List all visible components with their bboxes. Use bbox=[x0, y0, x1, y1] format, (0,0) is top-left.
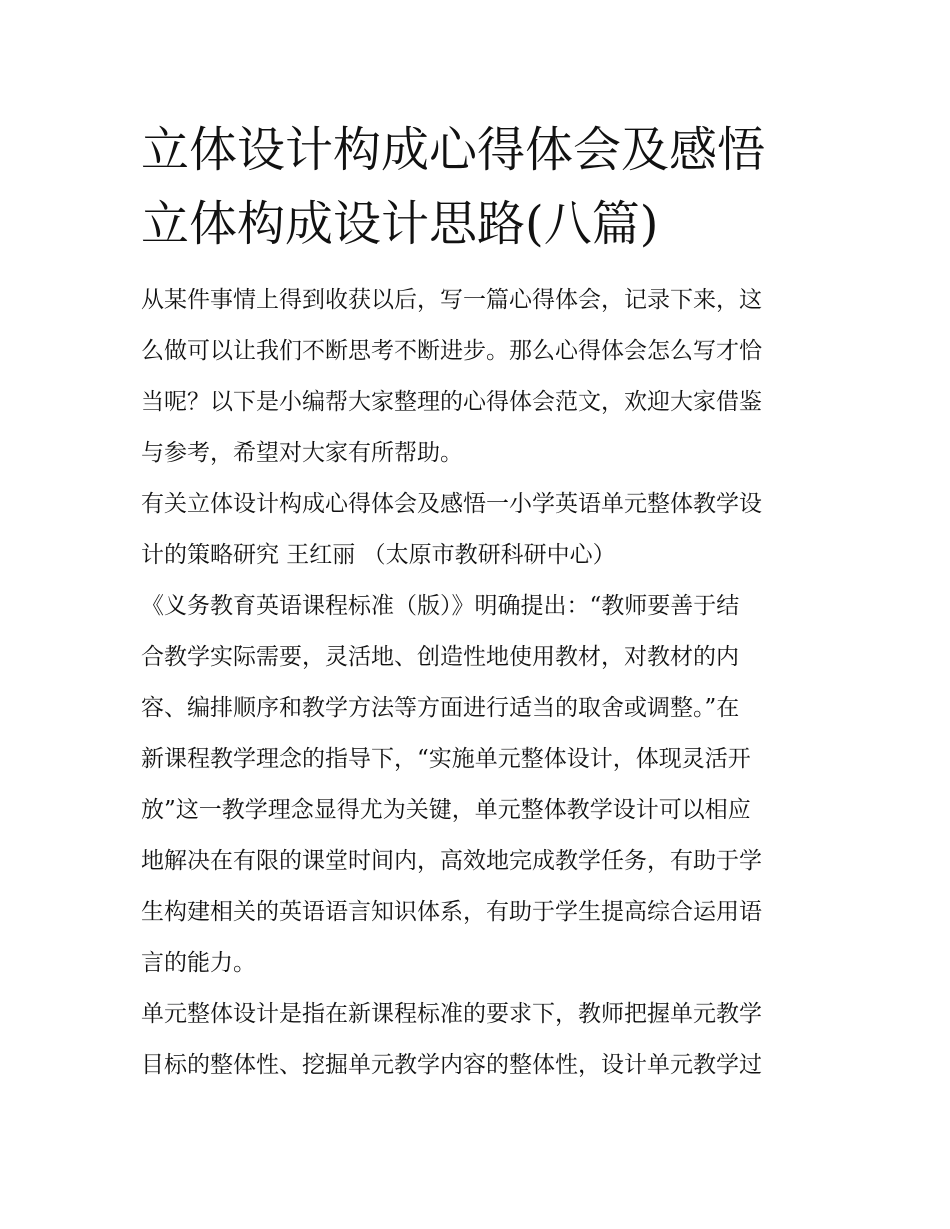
text-line: 与参考，希望对大家有所帮助。 bbox=[141, 440, 463, 466]
text-line: 放”这一教学理念显得尤为关键，单元整体教学设计可以相应 bbox=[141, 797, 751, 823]
text-line: 么做可以让我们不断思考不断进步。那么心得体会怎么写才恰 bbox=[141, 338, 762, 364]
text-line: 生构建相关的英语语言知识体系，有助于学生提高综合运用语 bbox=[141, 899, 762, 925]
text-line: 容、编排顺序和教学方法等方面进行适当的取舍或调整。”在 bbox=[141, 695, 740, 721]
text-line: 有关立体设计构成心得体会及感悟一小学英语单元整体教学设 bbox=[141, 491, 762, 517]
paragraph-heading bbox=[141, 479, 831, 581]
text-line: 言的能力。 bbox=[141, 950, 256, 976]
text-line: 新课程教学理念的指导下，“实施单元整体设计，体现灵活开 bbox=[141, 746, 751, 772]
paragraph-standard bbox=[141, 581, 831, 989]
title-line: 立体构成设计思路(八篇) bbox=[141, 196, 659, 252]
document-title bbox=[141, 113, 821, 261]
paragraph-unit-design bbox=[141, 989, 831, 1091]
text-line: 目标的整体性、挖掘单元教学内容的整体性，设计单元教学过 bbox=[141, 1052, 762, 1078]
text-line: 地解决在有限的课堂时间内，高效地完成教学任务，有助于学 bbox=[141, 848, 762, 874]
text-line: 单元整体设计是指在新课程标准的要求下，教师把握单元教学 bbox=[141, 1001, 762, 1027]
text-line: 《义务教育英语课程标准（版）》明确提出：“教师要善于结 bbox=[141, 593, 740, 619]
text-line: 从某件事情上得到收获以后，写一篇心得体会，记录下来，这 bbox=[141, 287, 762, 313]
text-line: 计的策略研究 王红丽 （太原市教研科研中心） bbox=[141, 542, 616, 568]
title-line: 立体设计构成心得体会及感悟 bbox=[141, 122, 766, 178]
document-body bbox=[141, 275, 831, 1091]
text-line: 当呢？以下是小编帮大家整理的心得体会范文，欢迎大家借鉴 bbox=[141, 389, 762, 415]
text-line: 合教学实际需要，灵活地、创造性地使用教材，对教材的内 bbox=[141, 644, 739, 670]
paragraph-intro bbox=[141, 275, 831, 479]
